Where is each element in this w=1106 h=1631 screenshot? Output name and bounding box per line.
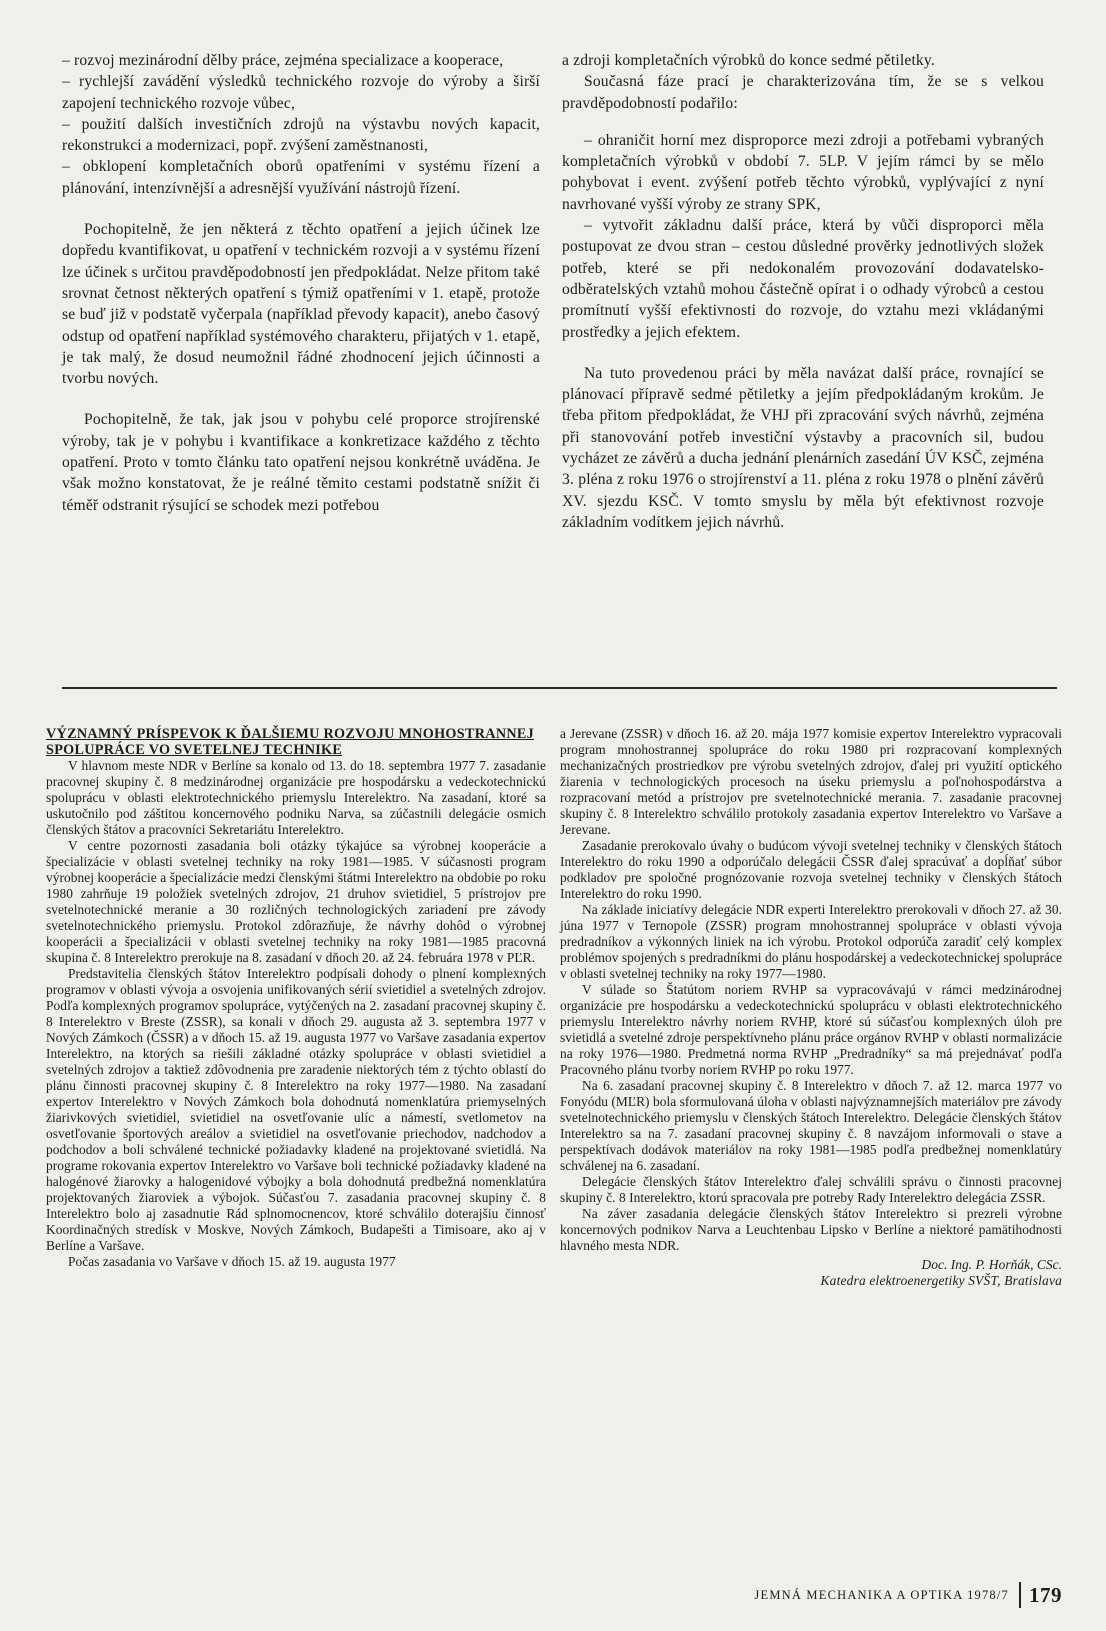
paragraph: Na záver zasadania delegácie členských štátov Interelektro si prezreli výrobne koncernových podnikov Narva a Leuchtenbau Lipsko v Berlíne a niektoré pamätihodnosti hlavného mesta NDR. (560, 1206, 1062, 1253)
paragraph: Delegácie členských štátov Interelektro ďalej schválili správu o činnosti pracovnej skupiny č. 8 Interelektro, ktorú spracovala pre potreby Rady Interelektro delegácia ZSSR. (560, 1174, 1062, 1205)
paragraph: V hlavnom meste NDR v Berlíne sa konalo od 13. do 18. septembra 1977 7. zasadanie pracovnej skupiny č. 8 medzinárodnej organizácie pre hospodársku a vedeckotechnickú spoluprácu v oblasti elektrotechnického priemyslu Interelektro. Na zasadaní, ktoré sa uskutočnilo pod záštitou koncernového podniku Narva, sa zúčastnili delegácie osmich členských štátov a pracovníci Sekretariátu Interelektro. (46, 758, 546, 838)
paragraph: – vytvořit základnu další práce, která by vůči disproporci měla postupovat ze dvou stran – cestou důsledné prověrky jednotlivých složek potřeb, které se při nedokonalém provozování dodavatelsko-odběratelských vztahů mohou částečně opírat i o odhady výrobců a cestou promítnutí vyšší efektivnosti do rozvoje, do vztahu mezi vkládanými prostředky a jejich efektem. (562, 217, 1044, 341)
paragraph: V centre pozornosti zasadania boli otázky týkajúce sa výrobnej kooperácie a špecializácie v oblasti svetelnej techniky na roky 1981—1985. V súčasnosti program výrobnej kooperácie a špecializácie medzi členskými štátmi Interelektro na obdobie po roku 1980 zahrňuje 19 položiek svetelných zdrojov, 21 druhov svietidiel, 5 prístrojov pre svetelnotechnické meranie a 30 rozličných technologických zariadení pre závody svetelnotechnického priemyslu. Protokol zdôrazňuje, že návrhy dohôd o výrobnej kooperácii a špecializácii v oblasti svetelnej techniky na roky 1981—1985 pracovná skupina č. 8 Interelektro prerokuje na 8. zasadaní v dňoch 20. až 24. februára 1978 v PĽR. (46, 838, 546, 966)
paragraph: – rychlejší zavádění výsledků technického rozvoje do výroby a širší zapojení technického rozvoje vůbec, (62, 73, 540, 112)
paragraph: – použití dalších investičních zdrojů na výstavbu nových kapacit, rekonstrukci a modernizaci, popř. zvýšení zaměstnanosti, (62, 115, 540, 155)
paragraph: Současná fáze prací je charakterizována tím, že se s velkou pravděpodobností podařilo: (562, 73, 1044, 112)
upper-left-column (62, 50, 540, 516)
article-right-column (560, 726, 1062, 1289)
paragraph: Na 6. zasadaní pracovnej skupiny č. 8 Interelektro v dňoch 7. až 12. marca 1977 vo Fonyódu (MĽR) bola sformulovaná úloha v oblasti najvýznamnejších materiálov pre závody svetelnotechnického priemyslu v členských štátoch Interelektro. Delegácie členských štátov Interelektro sa na 7. zasadaní pracovnej skupiny č. 8 navzájom informovali o stave a perspektívach dodávok materiálov na roky 1981—1985 podľa predbežnej nomenklatúry schválenej na 6. zasadaní. (560, 1078, 1062, 1173)
article-headline: VÝZNAMNÝ PRÍSPEVOK K ĎALŠIEMU ROZVOJU MNOHOSTRANNEJ SPOLUPRÁCE VO SVETELNEJ TECHNIKE (46, 726, 535, 759)
upper-right-column (562, 50, 1044, 533)
paragraph: Na tuto provedenou práci by měla navázat další práce, rovnající se plánovací přípravě sedmé pětiletky a jejím předpokládaným krokům. Je třeba přitom předpokládat, že VHJ při zpracování svých návrhů, zejména při stanovování potřeb investiční výstavby a pracovních sil, budou vycházet ze závěrů a ducha jednání plenárních zasedání ÚV KSČ, zejména 3. pléna z roku 1976 o strojírenství a 11. pléna z roku 1978 o plnění závěrů XV. sjezdu KSČ. V tomto smyslu by měla být efektivnost rozvoje základním vodítkem jejich návrhů. (562, 364, 1044, 531)
paragraph: Pochopitelně, že jen některá z těchto opatření a jejich účinek lze dopředu kvantifikovat, u opatření v technickém rozvoji a v systému řízení lze účinek s určitou pravděpodobností jen předpokládat. Nelze přitom také srovnat četnost některých opatření s týmiž opatřeními v 1. etapě, protože se buď již v podstatě vyčerpala (například převody kapacit), anebo časový odstup od opatření například systémového charakteru, přijatých v 1. etapě, je tak malý, že dosud neumožnil řádné zhodnocení jejich účinnosti a tvorbu nových. (62, 221, 540, 388)
paragraph: – rozvoj mezinárodní dělby práce, zejména specializace a kooperace, (62, 52, 504, 69)
journal-name: JEMNÁ MECHANIKA A OPTIKA 1978/7 (754, 1587, 1009, 1602)
section-divider (62, 687, 1057, 689)
paragraph: – obklopení kompletačních oborů opatřeními v systému řízení a plánování, intenzívnější a adresnější využívání nástrojů řízení. (62, 158, 540, 197)
paragraph: Počas zasadania vo Varšave v dňoch 15. až 19. augusta 1977 (68, 1254, 396, 1270)
paragraph: Pochopitelně, že tak, jak jsou v pohybu celé proporce strojírenské výroby, tak je v pohybu i kvantifikace a konkretizace každého z těchto opatření. Proto v tomto článku tato opatření nejsou konkrétně uváděna. Je však možno konstatovat, že je reálné těmito cestami podstatně snížit či téměř odstranit rýsující se schodek mezi potřebou (62, 411, 540, 514)
paragraph: – ohraničit horní mez disproporce mezi zdroji a potřebami vybraných kompletačních výrobků v období 7. 5LP. V jejím rámci by se mělo pohybovat i event. zvýšení potřeb těchto výrobků, vyplývající z nyní navrhované vyšší výroby ze strany SPK, (562, 131, 1044, 213)
author-name: Doc. Ing. P. Horňák, CSc. (921, 1257, 1062, 1272)
article-left-column (46, 726, 546, 1270)
page-footer (754, 1582, 1062, 1608)
author-affiliation: Katedra elektroenergetiky SVŠT, Bratislava (820, 1273, 1062, 1288)
paragraph: a zdroji kompletačních výrobků do konce sedmé pětiletky. (562, 52, 935, 69)
paragraph: Zasadanie prerokovalo úvahy o budúcom vývoji svetelnej techniky v členských štátoch Interelektro do roku 1990 a odporúčalo delegácii ČSSR ďalej spracúvať a dopĺňať súbor podkladov pre spoločné prognózovanie rozvoja svetelnej techniky v členských štátoch Interelektro do roku 1990. (560, 838, 1062, 901)
paragraph: Na základe iniciatívy delegácie NDR experti Interelektro prerokovali v dňoch 27. až 30. júna 1977 v Ternopole (ZSSR) program mnohostrannej spolupráce v oblasti vývoja predradníkov a výkonných liniek na ich výrobu. Protokol odporúča zaradiť celý komplex problémov spojených s predradníkmi do plánu hospodárskej a vedeckotechnickej spolupráce v oblasti svetelnej techniky na roky 1977—1980. (560, 902, 1062, 981)
paragraph: V súlade so Štatútom noriem RVHP sa vypracovávajú v rámci medzinárodnej organizácie pre hospodársku a vedeckotechnickú spoluprácu v oblasti elektrotechnického priemyslu Interelektro návrhy noriem RVHP, ktoré sú súčasťou komplexných úloh pre svietidlá a svetelné zdroje perspektívneho plánu práce orgánov RVHP v oblasti normalizácie na roky 1976—1980. Predmetná norma RVHP „Predradníky“ sa má prejednávať podľa Pracovného plánu tvorby noriem RVHP po roku 1977. (560, 982, 1062, 1077)
paragraph: a Jerevane (ZSSR) v dňoch 16. až 20. mája 1977 komisie expertov Interelektro vypracovali program mnohostrannej spolupráce do roku 1980 pri rozpracovaní komplexných mechanizačných prostriedkov pre výrobu svetelných zdrojov, ďalej pri využití optického žiarenia v technologických procesoch na úseku priemyslu a poľnohospodárstva a rozpracovaní metód a prístrojov pre svetelnotechnické merania. 7. zasadanie pracovnej skupiny č. 8 Interelektro schválilo protokoly zasadania expertov Interelektro vo Varšave a Jerevane. (560, 726, 1062, 837)
author-signature (560, 1257, 1062, 1289)
paragraph: Predstavitelia členských štátov Interelektro podpísali dohody o plnení komplexných programov v oblasti vývoja a osvojenia unifikovaných sérií svietidiel a svetelných zdrojov. Podľa komplexných programov spolupráce, vytýčených na 2. zasadaní pracovnej skupiny č. 8 Interelektro v Breste (ZSSR), sa konali v dňoch 29. augusta až 3. septembra 1977 v Nových Zámkoch (ČSSR) a v dňoch 15. až 19. augusta 1977 vo Varšave zasadania expertov Interelektro, na ktorých sa riešili základné otázky spolupráce v oblasti svietidiel a svetelných zdrojov a taktiež zdôvodnenia pre zaradenie niektorých tém z týchto oblastí do plánu činnosti pracovnej skupiny č. 8 Interelektro na roky 1977—1980. Na zasadaní expertov Interelektro v Nových Zámkoch bola dohodnutá nomenklatúra priemyselných žiarivkových svietidiel, svietidiel na osvetľovanie ulíc a námestí, svetlometov na osvetľovanie športových areálov a svietidiel na osvetľovanie priechodov, nadchodov a podchodov a boli schválené technické požiadavky kladené na projektované svietidlá. Na programe rokovania expertov Interelektro vo Varšave boli technické požiadavky kladené na halogénové žiarovky a halogenidové výbojky a bola dohodnutá predbežná nomenklatúra projektovaných žiaroviek a výbojok. Súčasťou 7. zasadania pracovnej skupiny č. 8 Interelektro bolo aj zasadnutie Rád splnomocnencov, ktoré schválilo doterajšiu činnosť Koordinačných stredísk v Moskve, Nových Zámkoch, Budapešti a Timisoare, ako aj v Berlíne a Varšave. (46, 966, 546, 1254)
footer-separator (1019, 1582, 1021, 1608)
page-number: 179 (1029, 1582, 1062, 1607)
